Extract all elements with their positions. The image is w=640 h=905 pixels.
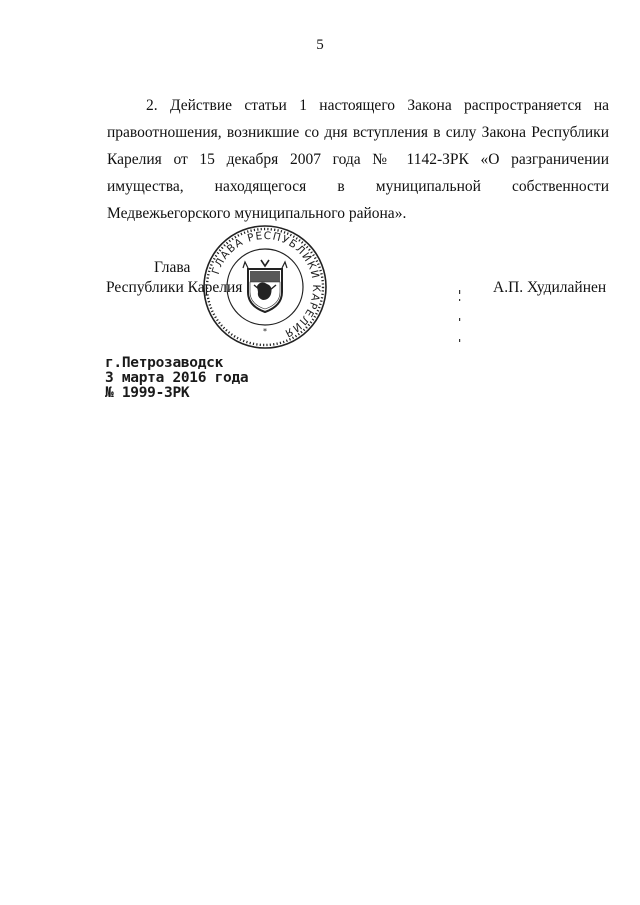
registration-stamp [105, 356, 248, 401]
coat-of-arms-icon [243, 260, 287, 312]
official-seal-icon [202, 224, 328, 350]
page-number: 5 [316, 37, 324, 53]
seal-text: ГЛАВА РЕСПУБЛИКИ КАРЕЛИЯ [209, 229, 323, 340]
signature-title-line-2: Республики Карелия [106, 279, 243, 296]
stamp-number: № 1999-ЗРК [105, 385, 190, 401]
signature-name: А.П. Худилайнен [493, 279, 607, 296]
margin-marks [458, 290, 462, 350]
signature-title-line-1: Глава [154, 259, 191, 276]
law-article-paragraph: 2. Действие статьи 1 настоящего Закона распространяется на правоотношения, возникшие со дня вступления в силу Закона Республики Карелия от 15 декабря 2007 года № 1142-ЗРК «О разграничении имущества, находящегося в муниципальной собственности Медвежьегорского муниципального района». [107, 97, 609, 222]
svg-text:*: * [263, 327, 267, 336]
stamp-date: 3 марта 2016 года [105, 370, 249, 386]
stamp-place: г.Петрозаводск [105, 355, 224, 371]
